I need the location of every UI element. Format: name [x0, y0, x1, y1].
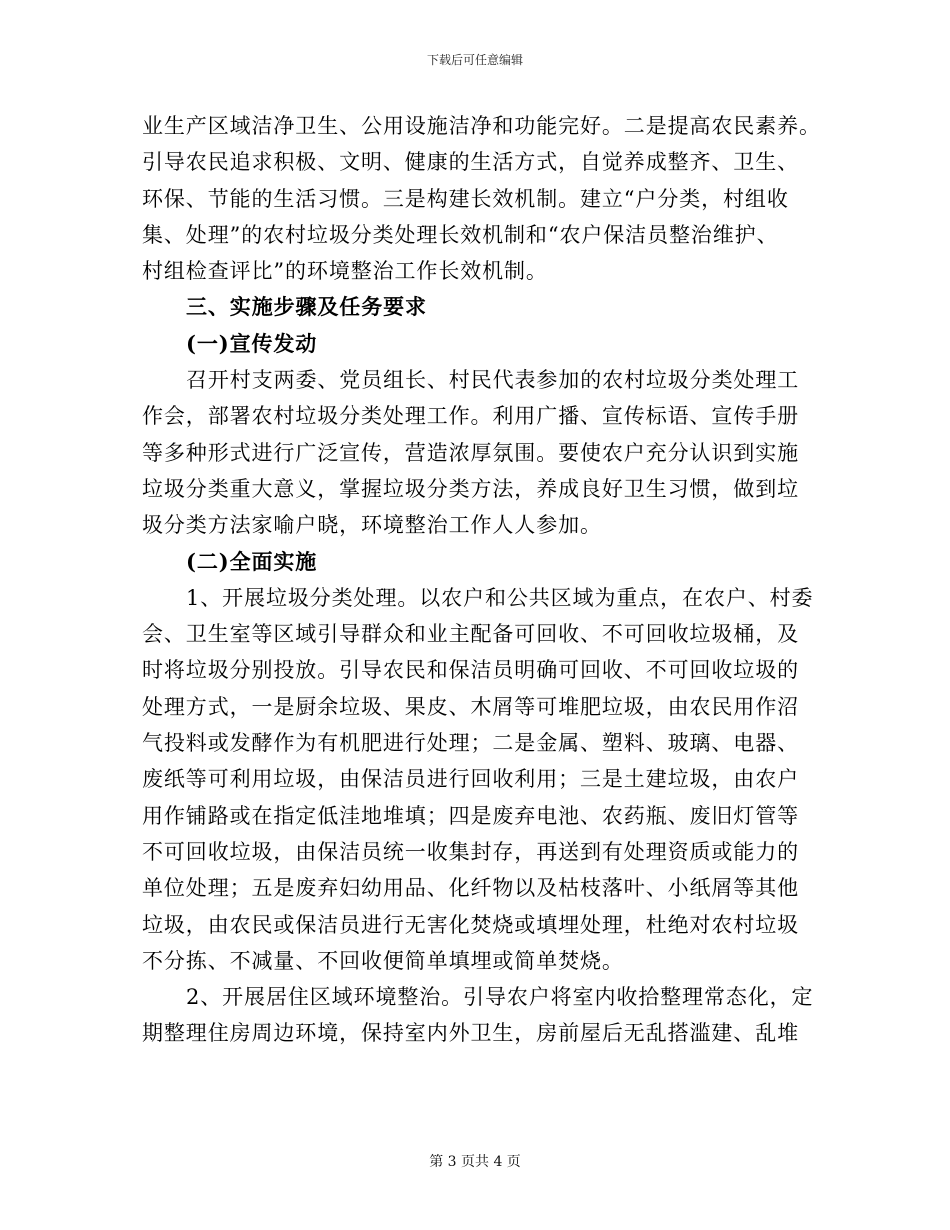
paragraph-line: 处理方式，一是厨余垃圾、果皮、木屑等可堆肥垃圾，由农民用作沼 — [142, 694, 799, 719]
paragraph-line: 村组检查评比”的环境整治工作长效机制。 — [142, 259, 548, 284]
paragraph-line: 垃圾，由农民或保洁员进行无害化焚烧或填埋处理，杜绝对农村垃圾 — [142, 912, 799, 937]
paragraph-line: 时将垃圾分别投放。引导农民和保洁员明确可回收、不可回收垃圾的 — [142, 658, 799, 683]
document-body — [142, 108, 821, 1052]
paragraph-line: 不分拣、不减量、不回收便简单填埋或简单焚烧。 — [142, 948, 624, 973]
paragraph-line: 气投料或发酵作为有机肥进行处理；二是金属、塑料、玻璃、电器、 — [142, 731, 799, 756]
paragraph-line: 单位处理；五是废弃妇幼用品、化纤物以及枯枝落叶、小纸屑等其他 — [142, 876, 799, 901]
paragraph-line: 垃圾分类重大意义，掌握垃圾分类方法，养成良好卫生习惯，做到垃 — [142, 476, 799, 501]
paragraph-line: 用作铺路或在指定低洼地堆填；四是废弃电池、农药瓶、废旧灯管等 — [142, 803, 799, 828]
paragraph-first-line: 2、开展居住区域环境整治。引导农户将室内收拾整理常态化，定 — [186, 985, 814, 1010]
paragraph-line: 集、处理”的农村垃圾分类处理长效机制和“农户保洁员整治维护、 — [142, 222, 779, 247]
paragraph-line: 等多种形式进行广泛宣传，营造浓厚氛围。要使农户充分认识到实施 — [142, 440, 799, 465]
paragraph-first-line: 召开村支两委、党员组长、村民代表参加的农村垃圾分类处理工 — [186, 368, 800, 393]
subsection-heading: (一)宣传发动 — [186, 330, 318, 356]
paragraph-line: 不可回收垃圾，由保洁员统一收集封存，再送到有处理资质或能力的 — [142, 839, 799, 864]
paragraph-line: 作会，部署农村垃圾分类处理工作。利用广播、宣传标语、宣传手册 — [142, 404, 799, 429]
page-footer: 第 3 页共 4 页 — [429, 1154, 521, 1170]
paragraph-line: 环保、节能的生活习惯。三是构建长效机制。建立“户分类，村组收 — [142, 186, 789, 211]
paragraph-first-line: 1、开展垃圾分类处理。以农户和公共区域为重点，在农户、村委 — [186, 585, 814, 610]
subsection-heading: (二)全面实施 — [186, 548, 318, 574]
paragraph-line: 会、卫生室等区域引导群众和业主配备可回收、不可回收垃圾桶，及 — [142, 622, 799, 647]
paragraph-line: 业生产区域洁净卫生、公用设施洁净和功能完好。二是提高农民素养。 — [142, 114, 821, 138]
section-heading: 三、实施步骤及任务要求 — [186, 294, 427, 320]
page-header: 下载后可任意编辑 — [426, 53, 523, 67]
paragraph-line: 废纸等可利用垃圾，由保洁员进行回收利用；三是土建垃圾，由农户 — [142, 767, 799, 792]
paragraph-line: 引导农民追求积极、文明、健康的生活方式，自觉养成整齐、卫生、 — [142, 150, 799, 175]
paragraph-line: 期整理住房周边环境，保持室内外卫生，房前屋后无乱搭滥建、乱堆 — [142, 1021, 799, 1046]
paragraph-line: 圾分类方法家喻户晓，环境整治工作人人参加。 — [142, 513, 602, 538]
